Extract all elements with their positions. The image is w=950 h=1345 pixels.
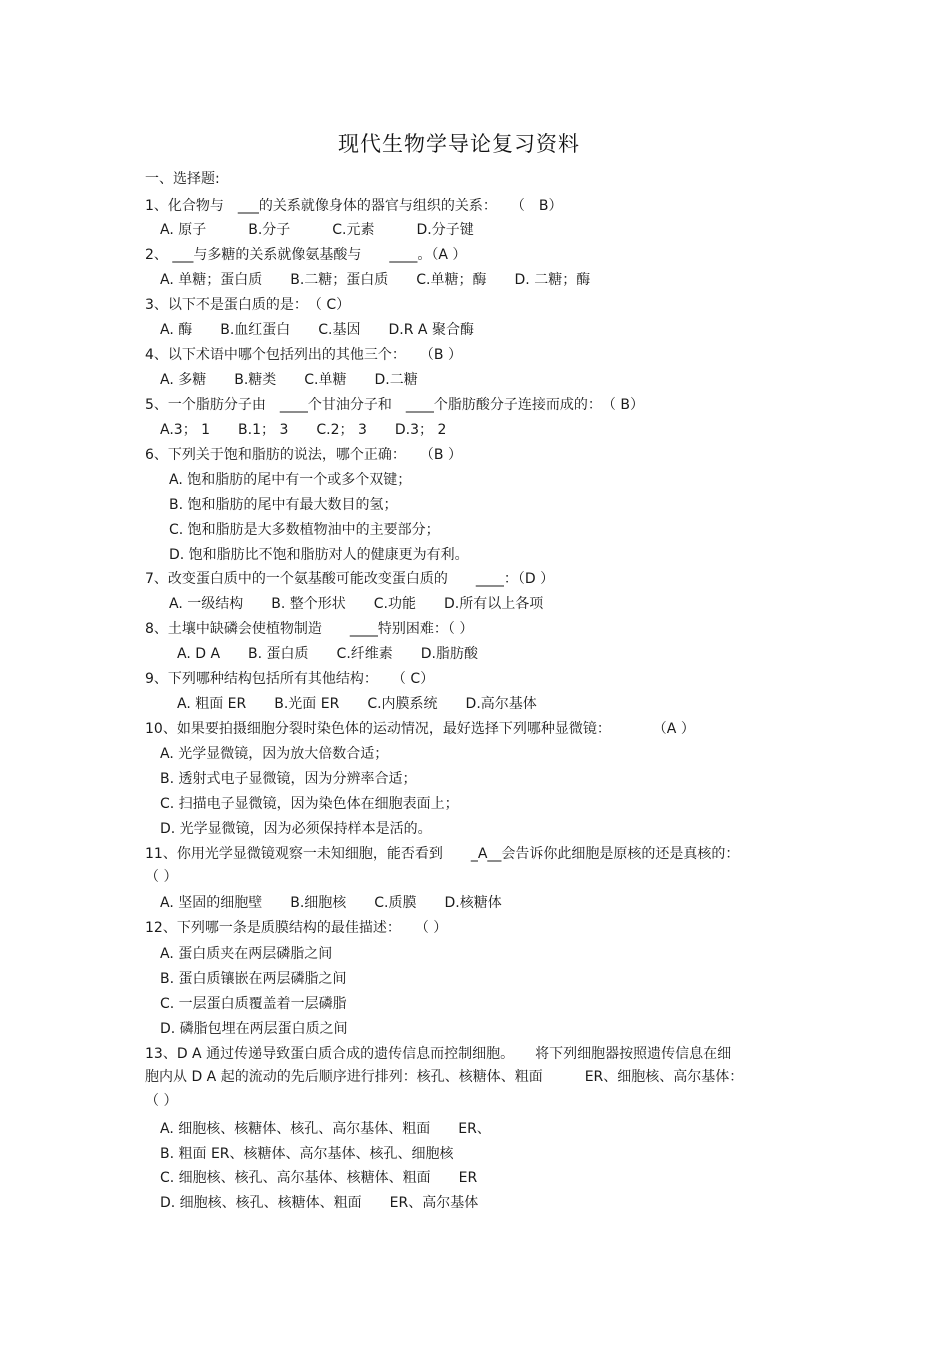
- option-line: C. 细胞核、核孔、高尔基体、核糖体、粗面 ER: [160, 1170, 478, 1186]
- option-line: C. 一层蛋白质覆盖着一层磷脂: [160, 996, 347, 1012]
- option-line: A. 粗面 ER B.光面 ER C.内膜系统 D.高尔基体: [177, 696, 537, 712]
- option-line: C. 饱和脂肪是大多数植物油中的主要部分；: [169, 522, 440, 538]
- option-line: A.3； 1 B.1； 3 C.2； 3 D.3； 2: [160, 422, 447, 438]
- option-line: A. 光学显微镜，因为放大倍数合适；: [160, 746, 389, 762]
- question-line: 7、改变蛋白质中的一个氨基酸可能改变蛋白质的 ____：（D ）: [145, 571, 555, 587]
- option-line: C. 扫描电子显微镜，因为染色体在细胞表面上；: [160, 796, 459, 812]
- question-line: 11、你用光学显微镜观察一未知细胞，能否看到 _A__会告诉你此细胞是原核的还是真核的：: [145, 846, 740, 862]
- option-line: A. 酶 B.血红蛋白 C.基因 D.R A 聚合酶: [160, 322, 474, 338]
- question-line: 13、D A 通过传递导致蛋白质合成的遗传信息而控制细胞。 将下列细胞器按照遗传信息在细: [145, 1046, 732, 1062]
- question-line: （ ）: [145, 1093, 178, 1109]
- document-title: 现代生物学导论复习资料: [338, 132, 580, 156]
- option-line: B. 蛋白质镶嵌在两层磷脂之间: [160, 971, 347, 987]
- question-line: 3、以下不是蛋白质的是： （ C）: [145, 297, 351, 313]
- question-line: 4、以下术语中哪个包括列出的其他三个： （B ）: [145, 347, 462, 363]
- question-line: 1、化合物与 ___的关系就像身体的器官与组织的关系： （ B）: [145, 198, 563, 214]
- option-line: B. 饱和脂肪的尾中有最大数目的氢；: [169, 497, 398, 513]
- question-line: 9、下列哪种结构包括所有其他结构： （ C）: [145, 671, 435, 687]
- question-line: 2、 ___与多糖的关系就像氨基酸与 ____。（A ）: [145, 247, 467, 263]
- option-line: B. 粗面 ER、核糖体、高尔基体、核孔、细胞核: [160, 1146, 454, 1162]
- option-line: B. 透射式电子显微镜，因为分辨率合适；: [160, 771, 417, 787]
- option-line: A. 单糖；蛋白质 B.二糖；蛋白质 C.单糖；酶 D. 二糖；酶: [160, 272, 591, 288]
- option-line: A. 多糖 B.糖类 C.单糖 D.二糖: [160, 372, 418, 388]
- question-line: 12、下列哪一条是质膜结构的最佳描述： （ ）: [145, 920, 448, 936]
- option-line: D. 光学显微镜，因为必须保持样本是活的。: [160, 821, 432, 837]
- question-line: 6、下列关于饱和脂肪的说法，哪个正确： （B ）: [145, 447, 462, 463]
- question-line: 胞内从 D A 起的流动的先后顺序进行排列：核孔、核糖体、粗面 ER、细胞核、高尔基体：: [145, 1069, 744, 1085]
- question-line: 10、如果要拍摄细胞分裂时染色体的运动情况，最好选择下列哪种显微镜： （A ）: [145, 721, 695, 737]
- question-line: （ ）: [145, 869, 178, 885]
- option-line: A. 细胞核、核糖体、核孔、高尔基体、粗面 ER、: [160, 1121, 491, 1137]
- option-line: A. 原子 B.分子 C.元素 D.分子键: [160, 222, 474, 238]
- option-line: D. 细胞核、核孔、核糖体、粗面 ER、高尔基体: [160, 1195, 479, 1211]
- option-line: A. 坚固的细胞壁 B.细胞核 C.质膜 D.核糖体: [160, 895, 502, 911]
- option-line: A. D A B. 蛋白质 C.纤维素 D.脂肪酸: [177, 646, 478, 662]
- option-line: A. 饱和脂肪的尾中有一个或多个双键；: [169, 472, 412, 488]
- option-line: A. 一级结构 B. 整个形状 C.功能 D.所有以上各项: [169, 596, 544, 612]
- option-line: A. 蛋白质夹在两层磷脂之间: [160, 946, 333, 962]
- option-line: D. 磷脂包埋在两层蛋白质之间: [160, 1021, 348, 1037]
- question-line: 5、一个脂肪分子由 ____个甘油分子和 ____个脂肪酸分子连接而成的： （ B）: [145, 397, 644, 413]
- question-line: 8、土壤中缺磷会使植物制造 ____特别困难：（ ）: [145, 621, 474, 637]
- option-line: D. 饱和脂肪比不饱和脂肪对人的健康更为有利。: [169, 547, 469, 563]
- section-heading: 一、选择题:: [145, 171, 220, 187]
